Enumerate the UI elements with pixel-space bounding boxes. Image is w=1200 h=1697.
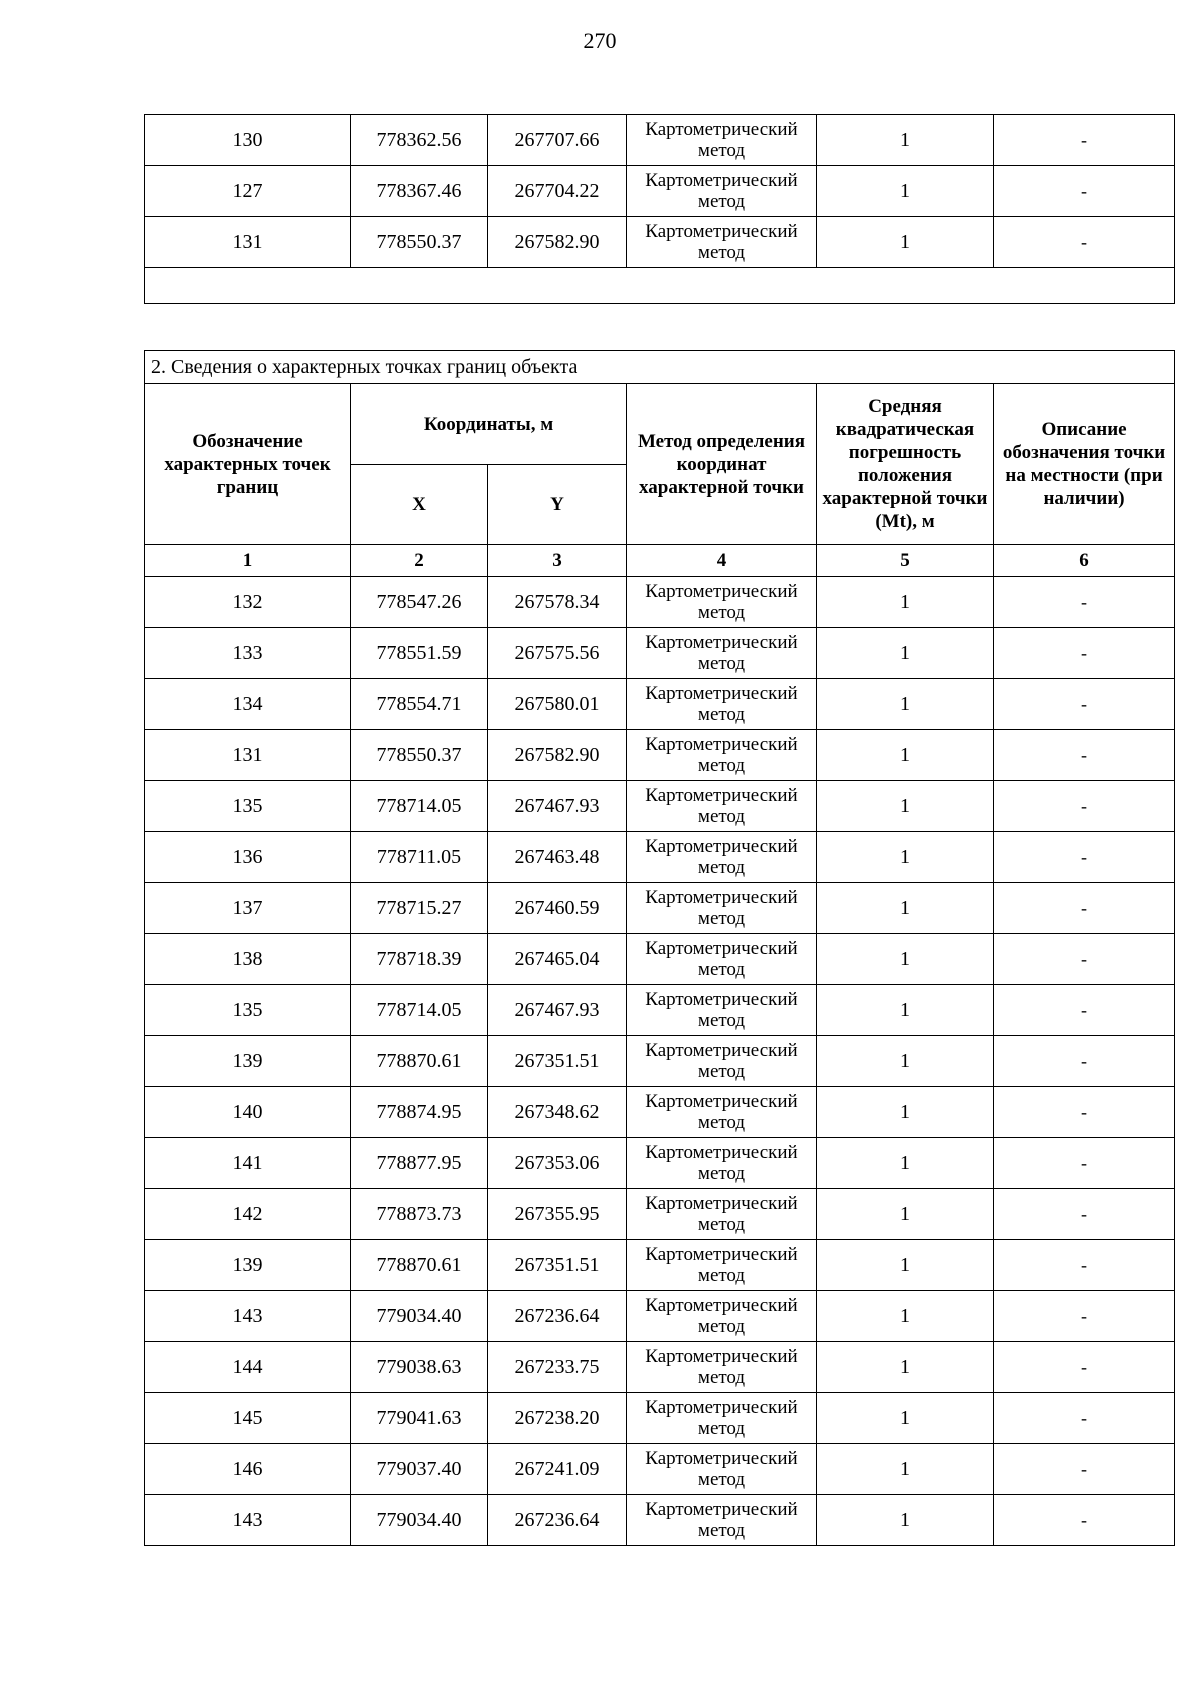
method-line2: метод: [697, 959, 746, 980]
page-number: 270: [583, 28, 617, 53]
method-line2: метод: [697, 602, 746, 623]
x-coordinate-cell: 778715.27: [351, 883, 488, 934]
method-line2: метод: [697, 704, 746, 725]
point-id-cell: 131: [145, 217, 351, 268]
column-number: 1: [145, 545, 351, 577]
boundary-points-table-head: [145, 351, 1175, 577]
y-coordinate-cell: 267233.75: [488, 1342, 627, 1393]
points-table-continued-body: [145, 115, 1175, 304]
table-row: [145, 577, 1175, 628]
table-row: [145, 1342, 1175, 1393]
method-line1: Картометрический: [645, 1448, 798, 1469]
method-cell: [627, 679, 817, 730]
table-row: [145, 1138, 1175, 1189]
method-line1: Картометрический: [645, 1346, 798, 1367]
mt-cell: 1: [817, 1138, 994, 1189]
table-row: [145, 934, 1175, 985]
mt-cell: 1: [817, 166, 994, 217]
x-coordinate-cell: 778877.95: [351, 1138, 488, 1189]
x-coordinate-cell: 779034.40: [351, 1495, 488, 1546]
table-row: [145, 679, 1175, 730]
table-caption: 2. Сведения о характерных точках границ объекта: [145, 351, 1175, 384]
description-cell: -: [994, 832, 1175, 883]
y-coordinate-cell: 267467.93: [488, 781, 627, 832]
table-row: [145, 1189, 1175, 1240]
description-cell: -: [994, 1393, 1175, 1444]
description-cell: -: [994, 934, 1175, 985]
x-coordinate-cell: 778551.59: [351, 628, 488, 679]
x-coordinate-cell: 779038.63: [351, 1342, 488, 1393]
x-coordinate-cell: 778362.56: [351, 115, 488, 166]
description-cell: -: [994, 217, 1175, 268]
y-coordinate-cell: 267351.51: [488, 1240, 627, 1291]
method-cell: [627, 1087, 817, 1138]
mt-cell: 1: [817, 1189, 994, 1240]
column-number: 3: [488, 545, 627, 577]
mt-cell: 1: [817, 577, 994, 628]
method-line1: Картометрический: [645, 1040, 798, 1061]
point-id-cell: 136: [145, 832, 351, 883]
method-line2: метод: [697, 857, 746, 878]
point-id-cell: 132: [145, 577, 351, 628]
method-cell: [627, 730, 817, 781]
method-cell: [627, 1495, 817, 1546]
method-line2: метод: [697, 1418, 746, 1439]
method-line2: метод: [697, 140, 746, 161]
y-coordinate-cell: 267467.93: [488, 985, 627, 1036]
point-id-cell: 144: [145, 1342, 351, 1393]
method-line2: метод: [697, 1214, 746, 1235]
mt-cell: 1: [817, 781, 994, 832]
description-cell: -: [994, 577, 1175, 628]
method-line2: метод: [697, 1469, 746, 1490]
description-cell: -: [994, 1291, 1175, 1342]
method-line2: метод: [697, 1520, 746, 1541]
mt-cell: 1: [817, 1291, 994, 1342]
table-row: [145, 1291, 1175, 1342]
header-y: Y: [488, 465, 627, 545]
method-cell: [627, 781, 817, 832]
point-id-cell: 135: [145, 985, 351, 1036]
point-id-cell: 134: [145, 679, 351, 730]
mt-cell: 1: [817, 934, 994, 985]
boundary-points-table: [144, 350, 1175, 1546]
description-cell: -: [994, 115, 1175, 166]
method-line1: Картометрический: [645, 989, 798, 1010]
description-cell: -: [994, 1495, 1175, 1546]
table-row: [145, 1087, 1175, 1138]
description-cell: -: [994, 1240, 1175, 1291]
method-line2: метод: [697, 1010, 746, 1031]
x-coordinate-cell: 778718.39: [351, 934, 488, 985]
x-coordinate-cell: 778714.05: [351, 985, 488, 1036]
point-id-cell: 143: [145, 1291, 351, 1342]
mt-cell: 1: [817, 115, 994, 166]
method-cell: [627, 1138, 817, 1189]
table-row: [145, 1393, 1175, 1444]
method-cell: [627, 1240, 817, 1291]
point-id-cell: 140: [145, 1087, 351, 1138]
method-line1: Картометрический: [645, 170, 798, 191]
description-cell: -: [994, 1189, 1175, 1240]
method-line1: Картометрический: [645, 1244, 798, 1265]
y-coordinate-cell: 267355.95: [488, 1189, 627, 1240]
description-cell: -: [994, 166, 1175, 217]
point-id-cell: 139: [145, 1036, 351, 1087]
method-line1: Картометрический: [645, 1499, 798, 1520]
description-cell: -: [994, 1138, 1175, 1189]
y-coordinate-cell: 267348.62: [488, 1087, 627, 1138]
y-coordinate-cell: 267707.66: [488, 115, 627, 166]
method-line2: метод: [697, 1112, 746, 1133]
point-id-cell: 145: [145, 1393, 351, 1444]
x-coordinate-cell: 778870.61: [351, 1036, 488, 1087]
points-table-continued: [144, 114, 1175, 304]
y-coordinate-cell: 267704.22: [488, 166, 627, 217]
description-cell: -: [994, 883, 1175, 934]
x-coordinate-cell: 778550.37: [351, 730, 488, 781]
table-row: [145, 832, 1175, 883]
column-number: 6: [994, 545, 1175, 577]
x-coordinate-cell: 778873.73: [351, 1189, 488, 1240]
column-number: 2: [351, 545, 488, 577]
table-row: [145, 781, 1175, 832]
table-row: [145, 1444, 1175, 1495]
mt-cell: 1: [817, 1393, 994, 1444]
table-row: [145, 217, 1175, 268]
description-cell: -: [994, 1087, 1175, 1138]
header-x: X: [351, 465, 488, 545]
mt-cell: 1: [817, 1036, 994, 1087]
point-id-cell: 138: [145, 934, 351, 985]
method-line2: метод: [697, 191, 746, 212]
x-coordinate-cell: 779041.63: [351, 1393, 488, 1444]
mt-cell: 1: [817, 1342, 994, 1393]
method-line1: Картометрический: [645, 683, 798, 704]
empty-cell: [145, 268, 1175, 304]
method-line2: метод: [697, 1367, 746, 1388]
empty-row: [145, 268, 1175, 304]
method-cell: [627, 217, 817, 268]
description-cell: -: [994, 1444, 1175, 1495]
table-row: [145, 628, 1175, 679]
method-cell: [627, 985, 817, 1036]
y-coordinate-cell: 267238.20: [488, 1393, 627, 1444]
method-cell: [627, 1036, 817, 1087]
x-coordinate-cell: 778870.61: [351, 1240, 488, 1291]
method-line1: Картометрический: [645, 1193, 798, 1214]
point-id-cell: 142: [145, 1189, 351, 1240]
y-coordinate-cell: 267465.04: [488, 934, 627, 985]
method-line1: Картометрический: [645, 887, 798, 908]
caption-row: [145, 351, 1175, 384]
table-row: [145, 730, 1175, 781]
method-line1: Картометрический: [645, 1142, 798, 1163]
method-cell: [627, 628, 817, 679]
y-coordinate-cell: 267241.09: [488, 1444, 627, 1495]
method-line1: Картометрический: [645, 785, 798, 806]
method-line1: Картометрический: [645, 221, 798, 242]
x-coordinate-cell: 778714.05: [351, 781, 488, 832]
method-line2: метод: [697, 1061, 746, 1082]
method-cell: [627, 934, 817, 985]
header-method: Метод определения координат характерной точки: [627, 384, 817, 545]
y-coordinate-cell: 267460.59: [488, 883, 627, 934]
table-row: [145, 985, 1175, 1036]
method-cell: [627, 577, 817, 628]
method-line2: метод: [697, 1265, 746, 1286]
method-cell: [627, 166, 817, 217]
table-row: [145, 1495, 1175, 1546]
point-id-cell: 131: [145, 730, 351, 781]
method-cell: [627, 1342, 817, 1393]
method-line2: метод: [697, 755, 746, 776]
table-row: [145, 166, 1175, 217]
y-coordinate-cell: 267578.34: [488, 577, 627, 628]
method-line1: Картометрический: [645, 836, 798, 857]
table-row: [145, 883, 1175, 934]
method-line2: метод: [697, 806, 746, 827]
mt-cell: 1: [817, 883, 994, 934]
method-cell: [627, 1393, 817, 1444]
y-coordinate-cell: 267236.64: [488, 1291, 627, 1342]
header-coordinates: Координаты, м: [351, 384, 627, 465]
method-cell: [627, 1189, 817, 1240]
method-line2: метод: [697, 653, 746, 674]
method-line1: Картометрический: [645, 581, 798, 602]
point-id-cell: 137: [145, 883, 351, 934]
method-line1: Картометрический: [645, 1091, 798, 1112]
y-coordinate-cell: 267575.56: [488, 628, 627, 679]
method-cell: [627, 832, 817, 883]
x-coordinate-cell: 778874.95: [351, 1087, 488, 1138]
y-coordinate-cell: 267582.90: [488, 217, 627, 268]
mt-cell: 1: [817, 679, 994, 730]
point-id-cell: 130: [145, 115, 351, 166]
header-point: Обозначение характерных точек границ: [145, 384, 351, 545]
point-id-cell: 127: [145, 166, 351, 217]
table-row: [145, 115, 1175, 166]
point-id-cell: 141: [145, 1138, 351, 1189]
table-row: [145, 1036, 1175, 1087]
mt-cell: 1: [817, 730, 994, 781]
description-cell: -: [994, 1036, 1175, 1087]
y-coordinate-cell: 267463.48: [488, 832, 627, 883]
boundary-points-table-body: [145, 577, 1175, 1546]
y-coordinate-cell: 267582.90: [488, 730, 627, 781]
point-id-cell: 139: [145, 1240, 351, 1291]
mt-cell: 1: [817, 1444, 994, 1495]
x-coordinate-cell: 778367.46: [351, 166, 488, 217]
mt-cell: 1: [817, 217, 994, 268]
mt-cell: 1: [817, 628, 994, 679]
method-cell: [627, 115, 817, 166]
description-cell: -: [994, 679, 1175, 730]
description-cell: -: [994, 730, 1175, 781]
point-id-cell: 143: [145, 1495, 351, 1546]
description-cell: -: [994, 1342, 1175, 1393]
method-cell: [627, 1444, 817, 1495]
y-coordinate-cell: 267351.51: [488, 1036, 627, 1087]
method-line1: Картометрический: [645, 632, 798, 653]
point-id-cell: 146: [145, 1444, 351, 1495]
x-coordinate-cell: 778554.71: [351, 679, 488, 730]
y-coordinate-cell: 267353.06: [488, 1138, 627, 1189]
method-line1: Картометрический: [645, 938, 798, 959]
x-coordinate-cell: 778711.05: [351, 832, 488, 883]
point-id-cell: 133: [145, 628, 351, 679]
method-cell: [627, 1291, 817, 1342]
description-cell: -: [994, 781, 1175, 832]
point-id-cell: 135: [145, 781, 351, 832]
description-cell: -: [994, 985, 1175, 1036]
mt-cell: 1: [817, 1495, 994, 1546]
column-number: 4: [627, 545, 817, 577]
method-line1: Картометрический: [645, 1295, 798, 1316]
method-line2: метод: [697, 908, 746, 929]
x-coordinate-cell: 779034.40: [351, 1291, 488, 1342]
y-coordinate-cell: 267236.64: [488, 1495, 627, 1546]
header-description: Описание обозначения точки на местности (при наличии): [994, 384, 1175, 545]
description-cell: -: [994, 628, 1175, 679]
mt-cell: 1: [817, 985, 994, 1036]
method-cell: [627, 883, 817, 934]
method-line2: метод: [697, 1163, 746, 1184]
method-line2: метод: [697, 1316, 746, 1337]
column-number-row: [145, 545, 1175, 577]
method-line2: метод: [697, 242, 746, 263]
method-line1: Картометрический: [645, 1397, 798, 1418]
method-line1: Картометрический: [645, 119, 798, 140]
x-coordinate-cell: 778550.37: [351, 217, 488, 268]
mt-cell: 1: [817, 832, 994, 883]
header-row-top: [145, 384, 1175, 465]
x-coordinate-cell: 779037.40: [351, 1444, 488, 1495]
mt-cell: 1: [817, 1087, 994, 1138]
column-number: 5: [817, 545, 994, 577]
method-line1: Картометрический: [645, 734, 798, 755]
y-coordinate-cell: 267580.01: [488, 679, 627, 730]
header-mt: Средняя квадратическая погрешность положения характерной точки (Mt), м: [817, 384, 994, 545]
x-coordinate-cell: 778547.26: [351, 577, 488, 628]
mt-cell: 1: [817, 1240, 994, 1291]
table-row: [145, 1240, 1175, 1291]
